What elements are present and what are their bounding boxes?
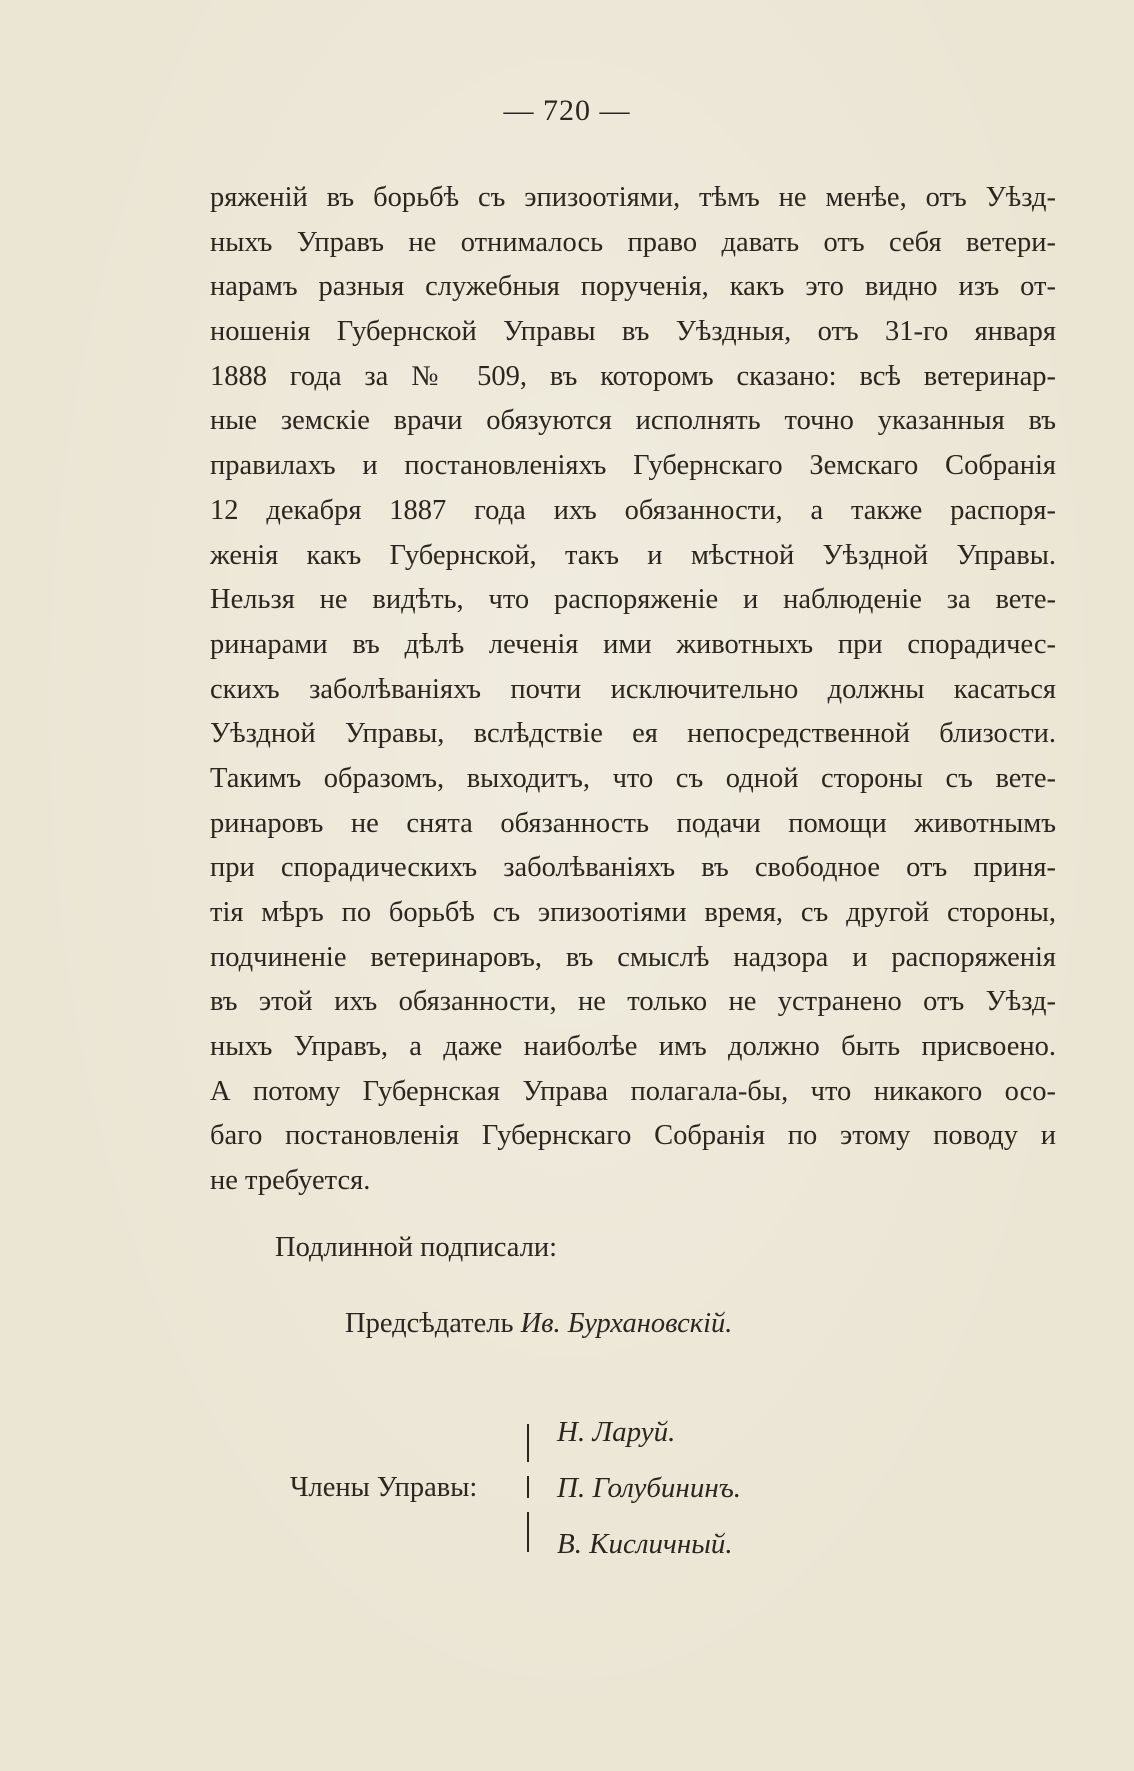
text-line: скихъ заболѣваніяхъ почти исключительно должны касаться [210, 673, 1056, 705]
text-line: А потому Губернская Управа полагала-бы, что никакого осо- [210, 1075, 1056, 1107]
text-line: правилахъ и постановленіяхъ Губернскаго Земскаго Собранія [210, 450, 1056, 482]
text-line: нарамъ разныя служебныя порученія, какъ это видно изъ от- [210, 271, 1056, 303]
chairman-title: Предсѣдатель [345, 1308, 514, 1339]
text-line: въ этой ихъ обязанности, не только не устранено отъ Уѣзд- [210, 986, 1056, 1018]
text-line: при спорадическихъ заболѣваніяхъ въ свободное отъ приня- [210, 852, 1056, 884]
text-line: баго постановленія Губернскаго Собранія по этому поводу и [210, 1120, 1056, 1152]
members-label: Члены Управы: [290, 1472, 478, 1503]
page-number: — 720 — [503, 94, 631, 127]
text-line: ные земскіе врачи обязуются исполнять точно указанныя въ [210, 405, 1056, 437]
brace-middle-bar [527, 1476, 529, 1498]
chairman-name: Ив. Бурхановскій. [520, 1308, 733, 1339]
member-name: П. Голубининъ. [557, 1472, 742, 1504]
text-line-last: не требуется. [210, 1165, 371, 1197]
signed-label: Подлинной подписали: [275, 1232, 558, 1263]
text-line: ныхъ Управъ не отнималось право давать отъ себя ветери- [210, 226, 1056, 258]
text-line: Такимъ образомъ, выходитъ, что съ одной стороны съ вете- [210, 762, 1056, 794]
text-line: ряженій въ борьбѣ съ эпизоотіями, тѣмъ не менѣе, отъ Уѣзд- [210, 182, 1056, 213]
text-line: 12 декабря 1887 года ихъ обязанности, а также распоря- [210, 494, 1056, 526]
text-line: Нельзя не видѣть, что распоряженіе и наблюденіе за вете- [210, 584, 1056, 616]
member-name: Н. Ларуй. [557, 1416, 676, 1448]
text-line: ношенія Губернской Управы въ Уѣздныя, отъ 31-го января [210, 316, 1056, 348]
body-paragraph [210, 176, 1056, 1204]
text-line: 1888 года за № 509, въ которомъ сказано: всѣ ветеринар- [210, 360, 1056, 392]
member-name: В. Кисличный. [557, 1528, 733, 1560]
text-line: Уѣздной Управы, вслѣдствіе ея непосредственной близости. [210, 718, 1056, 750]
text-line: тія мѣръ по борьбѣ съ эпизоотіями время, съ другой стороны, [210, 897, 1056, 928]
brace-upper-bar [527, 1424, 529, 1462]
text-line: ринаровъ не снята обязанность подачи помощи животнымъ [210, 807, 1056, 839]
text-line: подчиненіе ветеринаровъ, въ смыслѣ надзора и распоряженія [210, 941, 1056, 973]
text-line: женія какъ Губернской, такъ и мѣстной Уѣздной Управы. [210, 539, 1056, 571]
members-brace [521, 1416, 535, 1556]
text-line: ринарами въ дѣлѣ леченія ими животныхъ при спорадичес- [210, 628, 1056, 660]
text-line: ныхъ Управъ, а даже наиболѣе имъ должно быть присвоено. [210, 1031, 1056, 1063]
chairman-signature [345, 1308, 732, 1340]
brace-lower-bar [527, 1512, 529, 1552]
